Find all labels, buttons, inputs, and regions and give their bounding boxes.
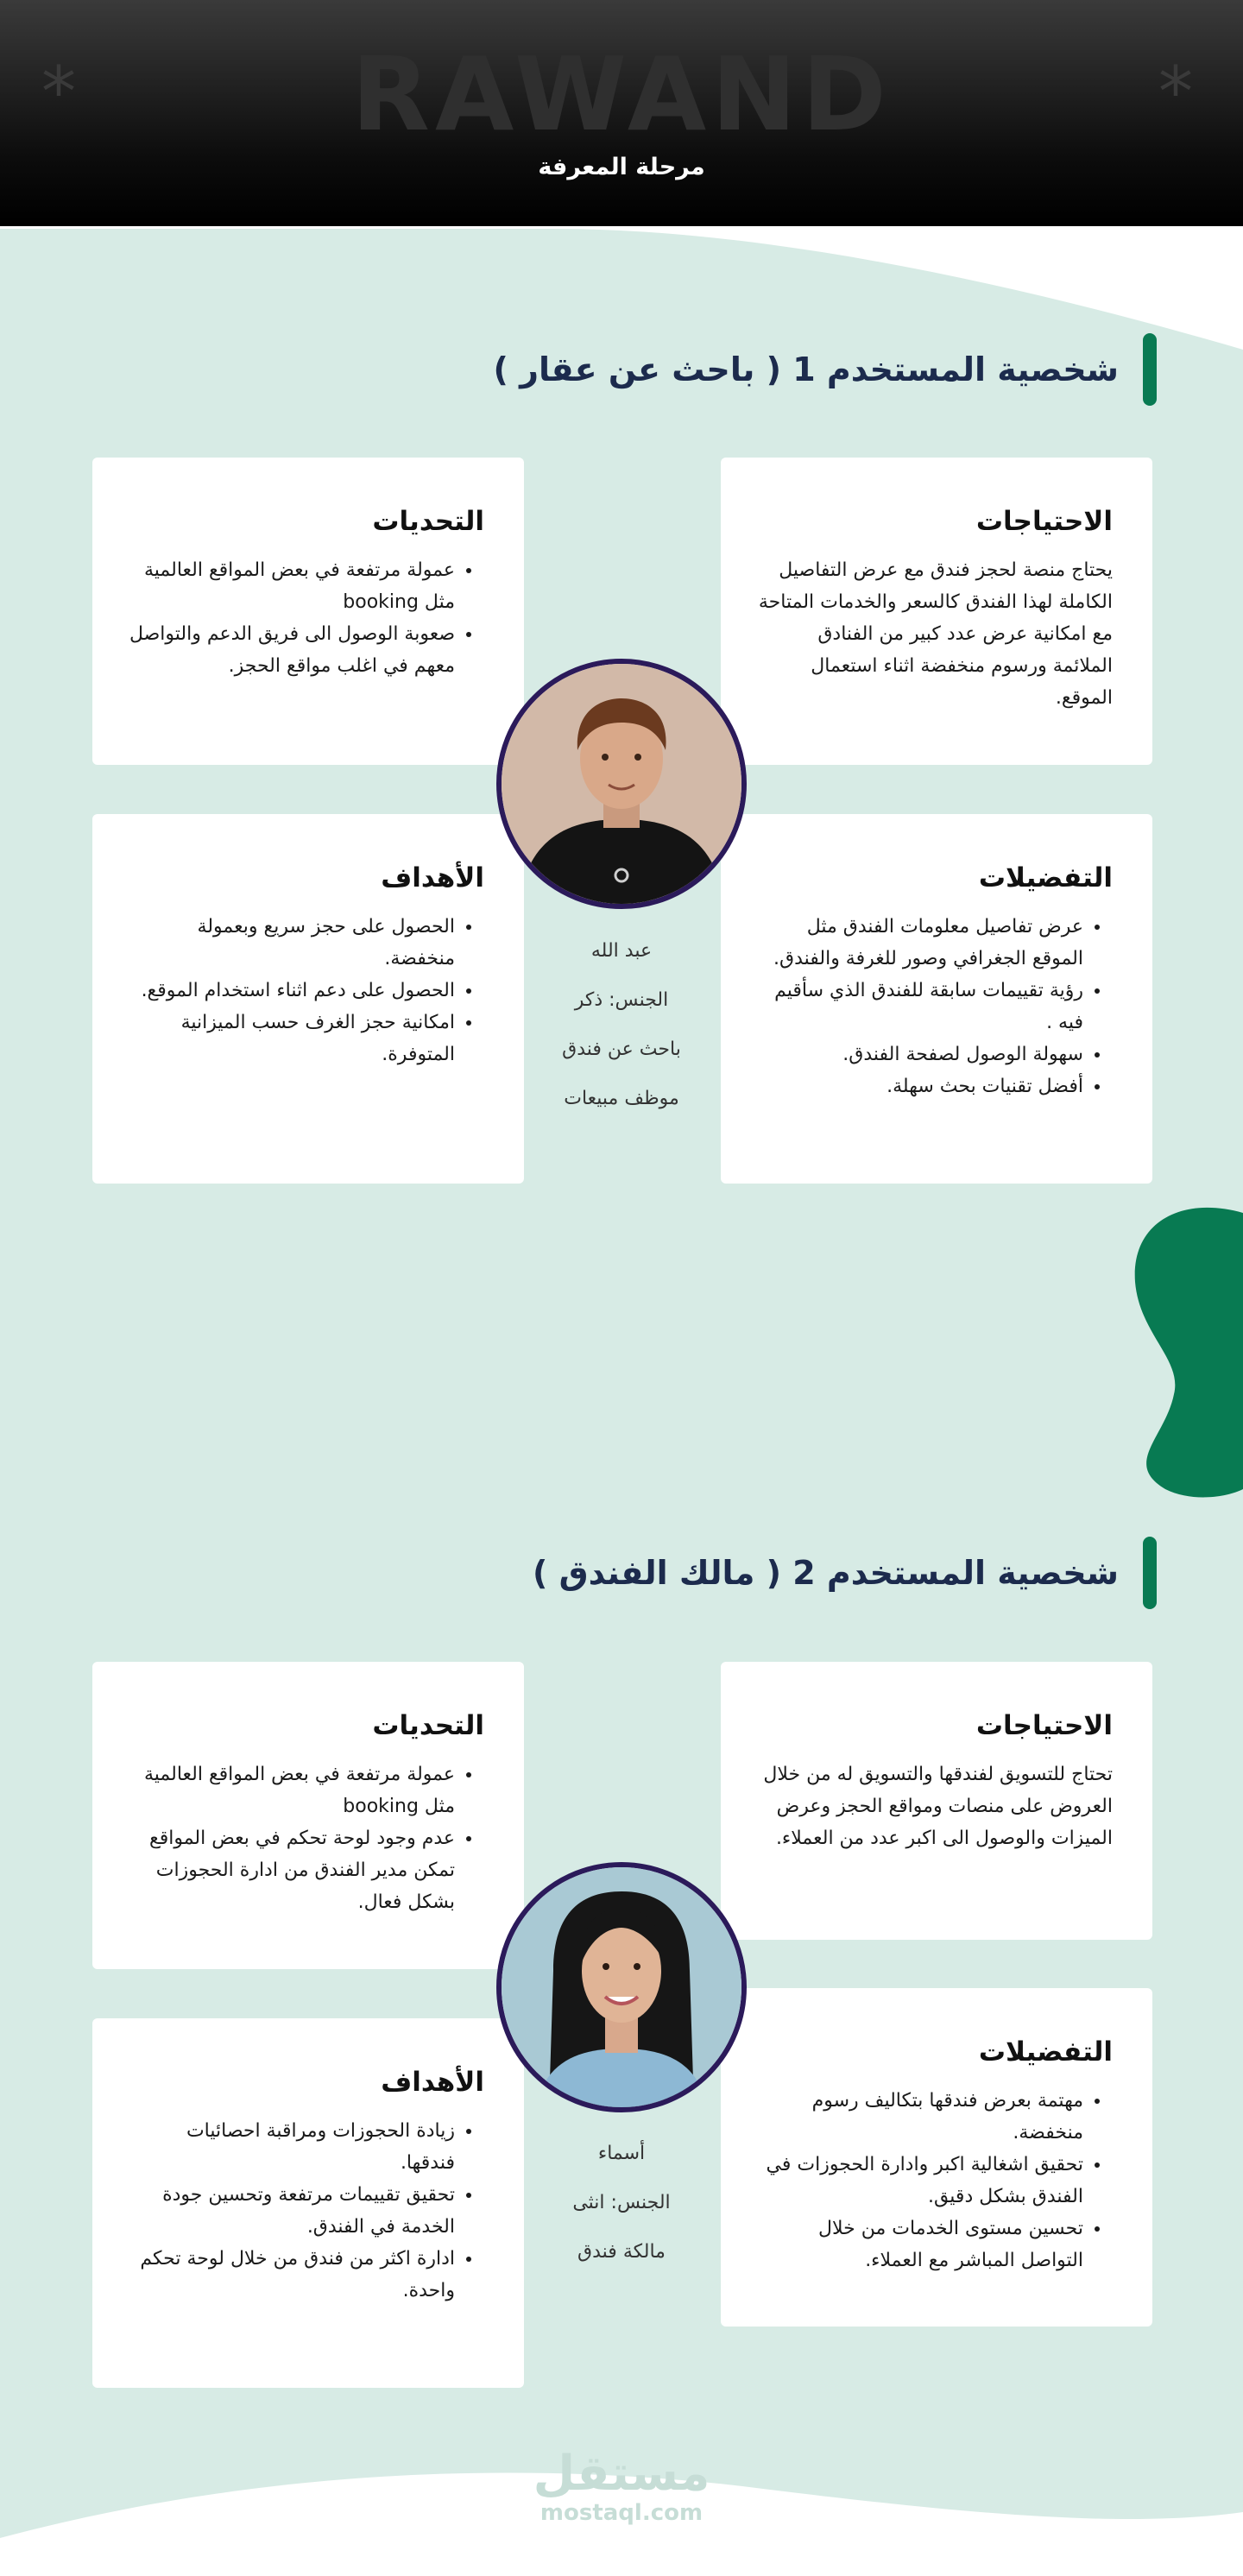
persona1-challenges-card (92, 458, 524, 765)
persona2-title (533, 1537, 1157, 1609)
persona2-name: أسماء (597, 2143, 646, 2164)
persona1-title-text: شخصية المستخدم 1 ( باحث عن عقار ) (493, 350, 1119, 388)
needs-text: تحتاج للتسويق لفندقها والتسويق له من خلال العروض على منصات ومواقع الحجز وعرض الميزات والوصول الى اكبر عدد من العملاء. (763, 1764, 1113, 1849)
list-item: • عرض تفاصيل معلومات الفندق مثل الموقع الجغرافي وصور للغرفة والفندق. (755, 911, 1083, 975)
page-header (0, 0, 1243, 226)
page-subtitle: مرحلة المعرفة (538, 154, 705, 180)
list-item: • رؤية تقييمات سابقة للفندق الذي سأقيم فيه . (755, 975, 1083, 1039)
persona1-title (494, 333, 1157, 406)
watermark-domain: mostaql.com (539, 2500, 704, 2526)
list-item: • الحصول على حجز سريع وبعمولة منخفضة. (127, 911, 455, 975)
list-item: • تحقيق اشغالية اكبر وادارة الحجوزات في الفندق بشكل دقيق. (755, 2149, 1083, 2213)
list-item: • عمولة مرتفعة في بعض المواقع العالمية مثل booking (127, 1758, 455, 1822)
list-item: • تحسين مستوى الخدمات من خلال التواصل المباشر مع العملاء. (755, 2213, 1083, 2276)
star-decoration-left: * (41, 52, 76, 132)
persona1-avatar (496, 659, 747, 909)
persona2-goals-card (92, 2018, 524, 2388)
list-item: • عدم وجود لوحة تحكم في بعض المواقع تمكن مدير الفندق من ادارة الحجوزات بشكل فعال. (127, 1822, 455, 1918)
persona2-role: مالكة فندق (577, 2241, 666, 2263)
challenges-heading: التحديات (372, 1710, 484, 1741)
preferences-heading: التفضيلات (978, 2036, 1113, 2068)
needs-text: يحتاج منصة لحجز فندق مع عرض التفاصيل الكاملة لهذا الفندق كالسعر والخدمات المتاحة مع امكانية عرض عدد كبير من الفنادق الملائمة ورسوم منخفضة اثناء استعمال الموقع. (758, 559, 1113, 709)
preferences-heading: التفضيلات (978, 862, 1113, 893)
persona1-name: عبد الله (590, 940, 653, 962)
list-item: • تحقيق تقييمات مرتفعة وتحسين جودة الخدمة في الفندق. (127, 2179, 455, 2243)
persona1-needs-card (721, 458, 1152, 765)
needs-heading: الاحتياجات (975, 506, 1113, 537)
brand-title: RAWAND (351, 35, 892, 154)
persona1-preferences-card (721, 814, 1152, 1184)
list-item: • زيادة الحجوزات ومراقبة احصائيات فندقها. (127, 2115, 455, 2179)
persona2-needs-card (721, 1662, 1152, 1940)
persona1-gender: الجنس: ذكر (574, 989, 669, 1011)
title-accent-bar (1143, 333, 1157, 406)
list-item: • امكانية حجز الغرف حسب الميزانية المتوفرة. (127, 1007, 455, 1070)
green-blob-decoration (1131, 1204, 1243, 1498)
persona2-info (492, 2129, 751, 2276)
watermark-arabic: مستقل (533, 2446, 710, 2502)
persona2-title-text: شخصية المستخدم 2 ( مالك الفندق ) (533, 1554, 1119, 1592)
goals-heading: الأهداف (381, 2067, 484, 2098)
list-item: • صعوبة الوصول الى فريق الدعم والتواصل معهم في اغلب مواقع الحجز. (127, 618, 455, 682)
persona1-role: باحث عن فندق (562, 1039, 681, 1060)
title-accent-bar (1143, 1537, 1157, 1609)
goals-heading: الأهداف (381, 862, 484, 893)
persona2-gender: الجنس: انثى (572, 2192, 671, 2213)
persona2-preferences-card (721, 1988, 1152, 2327)
challenges-heading: التحديات (372, 506, 484, 537)
persona2-challenges-card (92, 1662, 524, 1969)
persona1-info (492, 926, 751, 1123)
needs-heading: الاحتياجات (975, 1710, 1113, 1741)
star-decoration-right: * (1158, 52, 1193, 132)
list-item: • ادارة اكثر من فندق من خلال لوحة تحكم واحدة. (127, 2243, 455, 2307)
list-item: • سهولة الوصول لصفحة الفندق. (755, 1039, 1083, 1070)
list-item: • أفضل تقنيات بحث سهلة. (755, 1070, 1083, 1102)
list-item: • مهتمة بعرض فندقها بتكاليف رسوم منخفضة. (755, 2085, 1083, 2149)
mostaql-watermark (492, 2448, 751, 2526)
persona1-job: موظف مبيعات (564, 1088, 679, 1109)
list-item: • الحصول على دعم اثناء استخدام الموقع. (127, 975, 455, 1007)
list-item: • عمولة مرتفعة في بعض المواقع العالمية مثل booking (127, 554, 455, 618)
persona2-avatar (496, 1862, 747, 2112)
persona1-goals-card (92, 814, 524, 1184)
